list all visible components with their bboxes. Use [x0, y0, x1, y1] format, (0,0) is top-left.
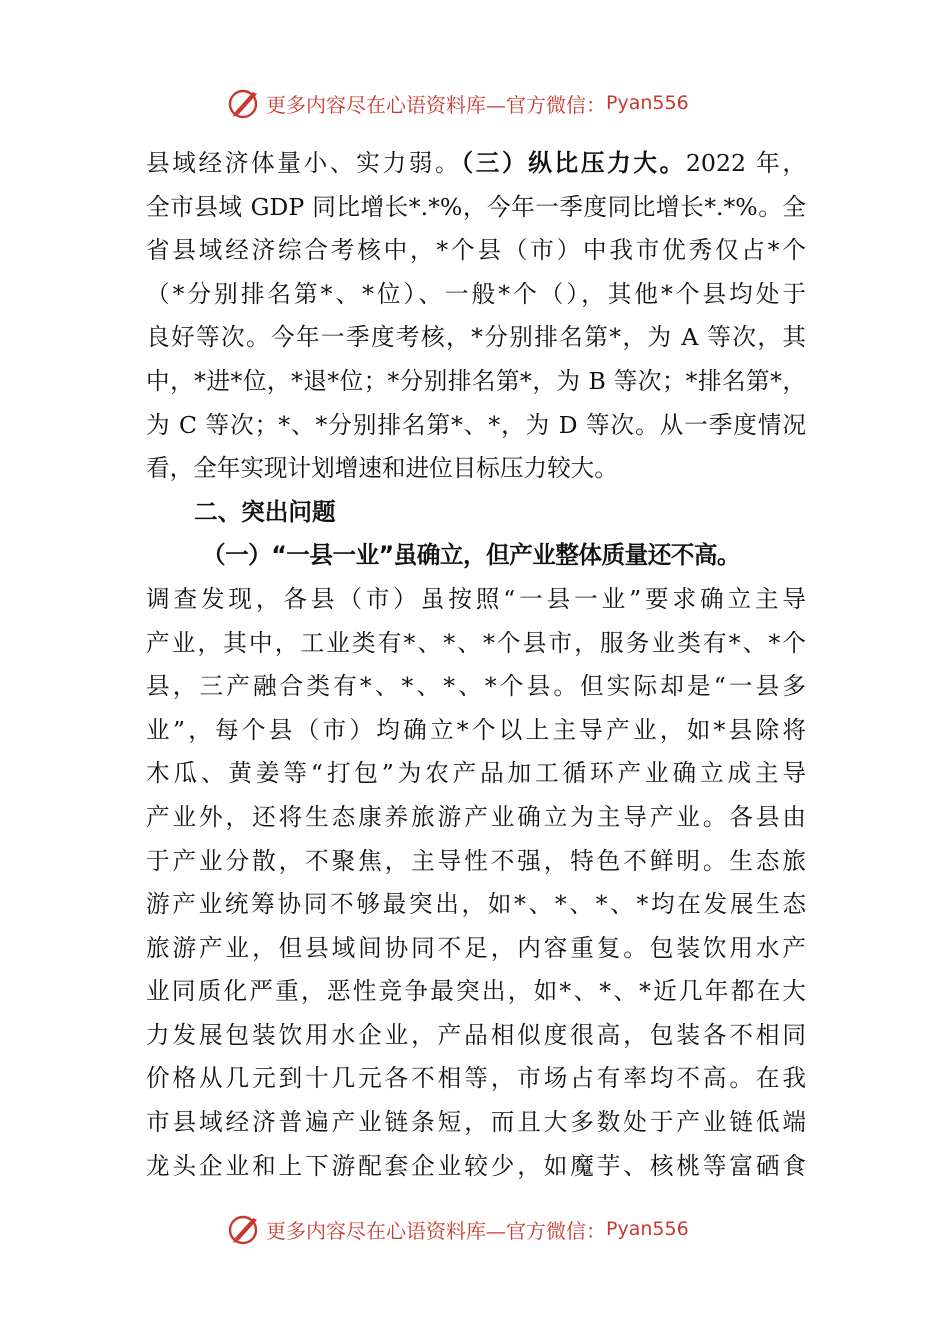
watermark-text: 更多内容尽在心语资料库—官方微信： [266, 1218, 606, 1243]
paragraph2-line: 调查发现，各县（市）虽按照“一县一业”要求确立主导 [146, 584, 806, 613]
paragraph1-text-a: 县域经济体量小、实力弱。 [146, 149, 462, 177]
paragraph1-line: 为 C 等次；*、*分别排名第*、*，为 D 等次。从一季度情况 [146, 410, 806, 439]
watermark-wechat-id: Pyan556 [606, 1218, 689, 1240]
paragraph1-text-c: 2022 年， [685, 149, 807, 177]
watermark-wechat-id: Pyan556 [606, 92, 689, 114]
paragraph1-first-line [146, 142, 806, 186]
watermark-header [226, 83, 689, 123]
paragraph2-line: 旅游产业，但县域间协同不足，内容重复。包装饮用水产 [146, 933, 806, 962]
paragraph2-line: 于产业分散，不聚焦，主导性不强，特色不鲜明。生态旅 [146, 846, 806, 875]
subheading-three: （三）纵比压力大。 [461, 149, 686, 177]
paragraph1-line: 良好等次。今年一季度考核，*分别排名第*，为 A 等次，其 [146, 323, 806, 352]
paragraph2-line: 游产业统筹协同不够最突出，如*、*、*、*均在发展生态 [146, 890, 806, 919]
section-heading: 二、突出问题 [194, 497, 336, 526]
paragraph1-line: 中，*进*位，*退*位；*分别排名第*，为 B 等次；*排名第*， [146, 366, 806, 395]
paragraph1-line: 全市县域 GDP 同比增长*.*%，今年一季度同比增长*.*%。全 [146, 192, 806, 221]
paragraph1-line: （*分别排名第*、*位）、一般*个（），其他*个县均处于 [146, 279, 806, 308]
paragraph2-line: 龙头企业和上下游配套企业较少，如魔芋、核桃等富硒食 [146, 1151, 806, 1180]
document-body [146, 142, 806, 1188]
paragraph2-line: 产业外，还将生态康养旅游产业确立为主导产业。各县由 [146, 802, 806, 831]
pen-circle-icon [226, 85, 262, 121]
paragraph2-line: 木瓜、黄姜等“打包”为农产品加工循环产业确立成主导 [146, 759, 806, 788]
paragraph1-line: 看，全年实现计划增速和进位目标压力较大。 [146, 454, 618, 483]
paragraph1-line: 省县域经济综合考核中，*个县（市）中我市优秀仅占*个 [146, 236, 806, 265]
paragraph2-line: 业”，每个县（市）均确立*个以上主导产业，如*县除将 [146, 715, 806, 744]
pen-circle-icon [226, 1211, 262, 1247]
subheading-one: （一）“一县一业”虽确立，但产业整体质量还不高。 [202, 541, 741, 570]
watermark-text: 更多内容尽在心语资料库—官方微信： [266, 92, 606, 117]
paragraph2-line: 业同质化严重，恶性竞争最突出，如*、*、*近几年都在大 [146, 977, 806, 1006]
paragraph2-line: 力发展包装饮用水企业，产品相似度很高，包装各不相同 [146, 1020, 806, 1049]
watermark-footer [226, 1209, 689, 1249]
paragraph2-line: 市县域经济普遍产业链条短，而且大多数处于产业链低端 [146, 1108, 806, 1137]
paragraph2-line: 县，三产融合类有*、*、*、*个县。但实际却是“一县多 [146, 672, 806, 701]
paragraph2-line: 产业，其中，工业类有*、*、*个县市，服务业类有*、*个 [146, 628, 806, 657]
paragraph2-line: 价格从几元到十几元各不相等，市场占有率均不高。在我 [146, 1064, 806, 1093]
